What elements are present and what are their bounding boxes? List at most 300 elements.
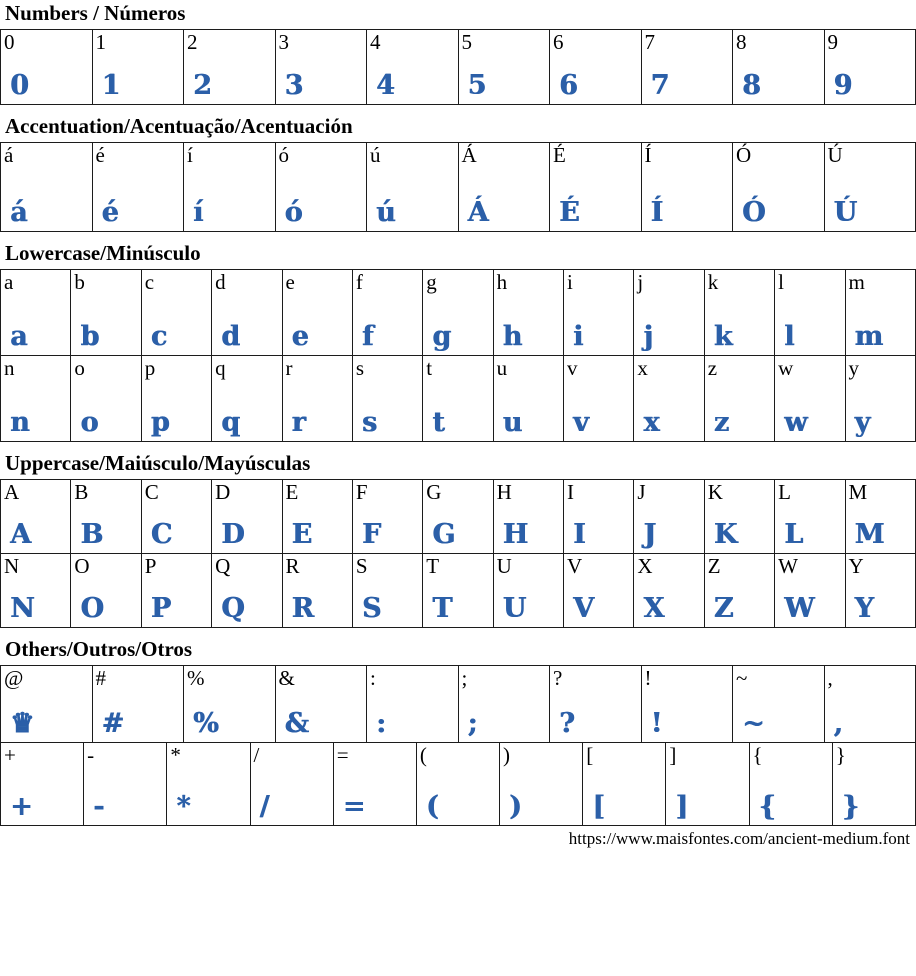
glyph-cell xyxy=(493,480,563,554)
glyph-cell xyxy=(775,356,845,442)
glyph-cell xyxy=(704,270,774,356)
plain-char: - xyxy=(87,743,95,767)
styled-glyph: é xyxy=(101,197,119,228)
plain-char: 2 xyxy=(187,30,198,54)
glyph-cell xyxy=(1,554,71,628)
styled-glyph: 8 xyxy=(742,70,761,101)
styled-glyph: W xyxy=(784,593,815,624)
plain-char: c xyxy=(144,270,155,294)
plain-char: o xyxy=(74,356,85,380)
glyph-cell xyxy=(550,666,642,743)
glyph-cell xyxy=(641,143,733,232)
plain-char: h xyxy=(496,270,508,294)
styled-glyph: ! xyxy=(650,708,663,739)
styled-glyph: k xyxy=(713,321,733,352)
glyph-cell xyxy=(416,743,499,826)
plain-char: J xyxy=(637,480,646,504)
glyph-cell xyxy=(333,743,416,826)
plain-char: } xyxy=(835,743,846,767)
plain-char: u xyxy=(496,356,508,380)
plain-char: é xyxy=(95,143,105,167)
plain-char: # xyxy=(95,666,106,690)
styled-glyph: c xyxy=(150,321,168,352)
styled-glyph: z xyxy=(713,407,730,438)
glyph-cell xyxy=(282,356,352,442)
plain-char: Ú xyxy=(827,143,843,167)
styled-glyph: b xyxy=(80,321,100,352)
plain-char: 7 xyxy=(644,30,655,54)
section-title-numbers: Numbers / Números xyxy=(5,1,186,25)
glyph-cell xyxy=(1,30,93,105)
plain-char: Z xyxy=(707,554,721,578)
plain-char: A xyxy=(4,480,20,504)
glyph-cell xyxy=(704,554,774,628)
plain-char: V xyxy=(567,554,583,578)
glyph-cell xyxy=(141,270,211,356)
glyph-cell xyxy=(423,554,493,628)
glyph-cell xyxy=(733,143,825,232)
styled-glyph: Q xyxy=(221,593,245,624)
styled-glyph: H xyxy=(502,519,529,550)
plain-char: É xyxy=(553,143,566,167)
glyph-cell xyxy=(775,554,845,628)
styled-glyph: V xyxy=(573,593,594,624)
plain-char: ~ xyxy=(736,666,748,690)
styled-glyph: n xyxy=(10,407,30,438)
plain-char: j xyxy=(637,270,644,294)
glyph-table-lowercase-row2 xyxy=(0,355,916,442)
glyph-cell xyxy=(832,743,915,826)
styled-glyph: Í xyxy=(650,197,664,228)
glyph-cell xyxy=(367,143,459,232)
plain-char: E xyxy=(285,480,299,504)
glyph-cell xyxy=(352,356,422,442)
plain-char: * xyxy=(170,743,181,767)
plain-char: S xyxy=(355,554,368,578)
styled-glyph: E xyxy=(291,519,313,550)
glyph-cell xyxy=(141,356,211,442)
glyph-cell xyxy=(634,554,704,628)
plain-char: B xyxy=(74,480,89,504)
glyph-cell xyxy=(71,480,141,554)
glyph-cell xyxy=(824,30,916,105)
styled-glyph: q xyxy=(221,407,241,438)
styled-glyph: ( xyxy=(425,791,439,822)
glyph-cell xyxy=(212,270,282,356)
styled-glyph: P xyxy=(150,593,172,624)
plain-char: e xyxy=(285,270,295,294)
plain-char: w xyxy=(778,356,794,380)
plain-char: v xyxy=(567,356,578,380)
glyph-cell xyxy=(458,143,550,232)
styled-glyph: É xyxy=(559,197,580,228)
styled-glyph: v xyxy=(573,407,589,438)
styled-glyph: l xyxy=(784,321,795,352)
plain-char: : xyxy=(370,666,376,690)
styled-glyph: { xyxy=(758,791,776,822)
plain-char: b xyxy=(74,270,85,294)
plain-char: á xyxy=(4,143,14,167)
plain-char: O xyxy=(74,554,90,578)
glyph-cell xyxy=(634,480,704,554)
styled-glyph: T xyxy=(432,593,453,624)
styled-glyph: m xyxy=(854,321,884,352)
plain-char: L xyxy=(778,480,791,504)
glyph-cell xyxy=(352,270,422,356)
styled-glyph: Y xyxy=(854,593,874,624)
styled-glyph: ó xyxy=(284,197,303,228)
plain-char: s xyxy=(355,356,365,380)
glyph-cell xyxy=(775,480,845,554)
plain-char: W xyxy=(778,554,798,578)
styled-glyph: R xyxy=(291,593,314,624)
styled-glyph: [ xyxy=(592,791,605,822)
styled-glyph: : xyxy=(376,708,386,739)
glyph-cell xyxy=(733,666,825,743)
glyph-cell xyxy=(282,270,352,356)
plain-char: 6 xyxy=(553,30,564,54)
styled-glyph: ) xyxy=(509,791,522,822)
plain-char: q xyxy=(215,356,226,380)
glyph-table-accents-row1 xyxy=(0,142,916,232)
plain-char: ( xyxy=(419,743,427,767)
glyph-cell xyxy=(184,143,276,232)
glyph-cell xyxy=(824,143,916,232)
glyph-cell xyxy=(1,356,71,442)
styled-glyph: / xyxy=(259,791,270,822)
section-title-uppercase: Uppercase/Maiúsculo/Mayúsculas xyxy=(5,451,311,475)
plain-char: i xyxy=(567,270,573,294)
plain-char: M xyxy=(848,480,868,504)
plain-char: P xyxy=(144,554,157,578)
plain-char: @ xyxy=(4,666,24,690)
styled-glyph: * xyxy=(176,791,191,822)
glyph-cell xyxy=(641,666,733,743)
plain-char: p xyxy=(144,356,156,380)
glyph-cell xyxy=(634,356,704,442)
styled-glyph: 7 xyxy=(650,70,670,101)
styled-glyph: i xyxy=(573,321,584,352)
plain-char: , xyxy=(827,666,833,690)
styled-glyph: # xyxy=(101,708,125,739)
glyph-cell xyxy=(84,743,167,826)
glyph-cell xyxy=(458,30,550,105)
plain-char: í xyxy=(187,143,193,167)
glyph-cell xyxy=(212,356,282,442)
styled-glyph: h xyxy=(502,321,523,352)
styled-glyph: B xyxy=(80,519,104,550)
glyph-cell xyxy=(704,356,774,442)
styled-glyph: % xyxy=(193,708,219,739)
glyph-cell xyxy=(352,480,422,554)
styled-glyph: e xyxy=(291,321,309,352)
styled-glyph: Ó xyxy=(742,197,766,228)
styled-glyph: 0 xyxy=(10,70,29,101)
glyph-cell xyxy=(184,30,276,105)
plain-char: N xyxy=(4,554,20,578)
glyph-cell xyxy=(666,743,749,826)
glyph-cell xyxy=(71,270,141,356)
glyph-cell xyxy=(824,666,916,743)
glyph-cell xyxy=(423,356,493,442)
styled-glyph: G xyxy=(432,519,456,550)
styled-glyph: A xyxy=(10,519,31,550)
styled-glyph: + xyxy=(10,791,33,822)
styled-glyph: o xyxy=(80,407,99,438)
glyph-cell xyxy=(250,743,333,826)
plain-char: a xyxy=(4,270,14,294)
styled-glyph: } xyxy=(841,791,860,822)
styled-glyph: ] xyxy=(675,791,689,822)
glyph-cell xyxy=(282,480,352,554)
plain-char: % xyxy=(187,666,205,690)
styled-glyph: j xyxy=(643,321,654,352)
glyph-table-others-row2 xyxy=(0,742,916,826)
styled-glyph: f xyxy=(361,321,374,352)
glyph-cell xyxy=(550,30,642,105)
font-specimen-page xyxy=(0,1,916,976)
styled-glyph: ~ xyxy=(742,708,765,739)
glyph-cell xyxy=(423,480,493,554)
plain-char: & xyxy=(278,666,295,690)
plain-char: ] xyxy=(669,743,677,767)
section-accentuation xyxy=(0,114,916,232)
crown-icon: ♛ xyxy=(10,708,35,739)
plain-char: d xyxy=(215,270,226,294)
source-url[interactable]: https://www.maisfontes.com/ancient-medium.font xyxy=(568,829,910,848)
styled-glyph: w xyxy=(784,407,808,438)
plain-char: D xyxy=(215,480,231,504)
glyph-cell xyxy=(423,270,493,356)
plain-char: I xyxy=(567,480,574,504)
plain-char: m xyxy=(848,270,865,294)
glyph-cell xyxy=(583,743,666,826)
glyph-cell xyxy=(1,270,71,356)
glyph-cell xyxy=(564,270,634,356)
section-lowercase xyxy=(0,241,916,442)
plain-char: Q xyxy=(215,554,231,578)
plain-char: 1 xyxy=(95,30,106,54)
styled-glyph: r xyxy=(291,407,306,438)
glyph-cell xyxy=(275,666,367,743)
styled-glyph: F xyxy=(361,519,382,550)
glyph-cell xyxy=(564,554,634,628)
glyph-table-uppercase-row1 xyxy=(0,479,916,554)
plain-char: T xyxy=(426,554,440,578)
plain-char: C xyxy=(144,480,159,504)
glyph-cell xyxy=(845,270,916,356)
glyph-cell xyxy=(212,480,282,554)
glyph-cell xyxy=(1,743,84,826)
glyph-cell xyxy=(775,270,845,356)
glyph-cell xyxy=(493,356,563,442)
styled-glyph: L xyxy=(784,519,804,550)
plain-char: 0 xyxy=(4,30,15,54)
styled-glyph: & xyxy=(284,708,309,739)
glyph-cell xyxy=(564,356,634,442)
section-numbers xyxy=(0,1,916,105)
glyph-cell xyxy=(641,30,733,105)
plain-char: ? xyxy=(553,666,563,690)
plain-char: [ xyxy=(586,743,594,767)
plain-char: U xyxy=(496,554,512,578)
styled-glyph: t xyxy=(432,407,445,438)
styled-glyph: S xyxy=(361,593,382,624)
plain-char: n xyxy=(4,356,15,380)
glyph-cell xyxy=(500,743,583,826)
styled-glyph: ? xyxy=(559,708,575,739)
plain-char: G xyxy=(426,480,442,504)
glyph-cell xyxy=(550,143,642,232)
styled-glyph: - xyxy=(93,791,105,822)
styled-glyph: 4 xyxy=(376,70,395,101)
styled-glyph: O xyxy=(80,593,104,624)
styled-glyph: 9 xyxy=(833,70,853,101)
glyph-cell xyxy=(845,480,916,554)
glyph-cell xyxy=(634,270,704,356)
glyph-cell xyxy=(275,30,367,105)
plain-char: 3 xyxy=(278,30,289,54)
glyph-cell xyxy=(367,666,459,743)
glyph-cell xyxy=(167,743,250,826)
glyph-cell xyxy=(367,30,459,105)
plain-char: 5 xyxy=(461,30,472,54)
styled-glyph: g xyxy=(432,321,452,352)
plain-char: z xyxy=(707,356,718,380)
glyph-table-uppercase-row2 xyxy=(0,553,916,628)
plain-char: ú xyxy=(370,143,381,167)
styled-glyph: Á xyxy=(467,197,489,228)
glyph-cell xyxy=(92,30,184,105)
glyph-cell xyxy=(352,554,422,628)
plain-char: g xyxy=(426,270,437,294)
styled-glyph: J xyxy=(643,519,657,550)
styled-glyph: X xyxy=(643,593,665,624)
styled-glyph: á xyxy=(10,197,28,228)
glyph-cell xyxy=(704,480,774,554)
plain-char: Ó xyxy=(736,143,752,167)
styled-glyph: x xyxy=(643,407,660,438)
styled-glyph: 6 xyxy=(559,70,578,101)
styled-glyph: U xyxy=(502,593,527,624)
plain-char: 8 xyxy=(736,30,747,54)
section-title-lowercase: Lowercase/Minúsculo xyxy=(5,241,201,265)
styled-glyph: Ú xyxy=(833,197,858,228)
styled-glyph: , xyxy=(833,708,843,739)
plain-char: = xyxy=(336,743,349,767)
glyph-cell xyxy=(493,554,563,628)
plain-char: ! xyxy=(644,666,652,690)
plain-char: X xyxy=(637,554,653,578)
styled-glyph: ú xyxy=(376,197,396,228)
glyph-cell xyxy=(845,356,916,442)
styled-glyph: y xyxy=(854,407,871,438)
glyph-cell xyxy=(845,554,916,628)
plain-char: R xyxy=(285,554,300,578)
plain-char: x xyxy=(637,356,648,380)
styled-glyph: p xyxy=(150,407,170,438)
glyph-cell xyxy=(1,480,71,554)
glyph-cell xyxy=(458,666,550,743)
plain-char: K xyxy=(707,480,723,504)
plain-char: r xyxy=(285,356,293,380)
styled-glyph: C xyxy=(150,519,173,550)
styled-glyph: u xyxy=(502,407,523,438)
glyph-cell xyxy=(275,143,367,232)
page-footer xyxy=(0,826,916,849)
styled-glyph: 1 xyxy=(101,70,121,101)
plain-char: k xyxy=(707,270,719,294)
plain-char: f xyxy=(355,270,363,294)
glyph-table-numbers-row1 xyxy=(0,29,916,105)
plain-char: ) xyxy=(503,743,511,767)
plain-char: l xyxy=(778,270,784,294)
plain-char: 4 xyxy=(370,30,381,54)
glyph-cell xyxy=(282,554,352,628)
plain-char: ó xyxy=(278,143,289,167)
styled-glyph: = xyxy=(342,791,366,822)
plain-char: Í xyxy=(644,143,652,167)
section-title-accentuation: Accentuation/Acentuação/Acentuación xyxy=(5,114,353,138)
glyph-cell xyxy=(184,666,276,743)
glyph-cell xyxy=(212,554,282,628)
styled-glyph: M xyxy=(854,519,885,550)
glyph-cell xyxy=(92,143,184,232)
styled-glyph: s xyxy=(361,407,378,438)
glyph-cell xyxy=(71,554,141,628)
styled-glyph: I xyxy=(573,519,586,550)
styled-glyph: d xyxy=(221,321,241,352)
styled-glyph: 5 xyxy=(467,70,487,101)
styled-glyph: Z xyxy=(713,593,734,624)
plain-char: y xyxy=(848,356,859,380)
plain-char: Y xyxy=(848,554,864,578)
glyph-cell xyxy=(749,743,832,826)
glyph-cell xyxy=(1,143,93,232)
plain-char: 9 xyxy=(827,30,838,54)
styled-glyph: 2 xyxy=(193,70,212,101)
section-uppercase xyxy=(0,451,916,628)
plain-char: ; xyxy=(461,666,468,690)
glyph-cell xyxy=(141,554,211,628)
plain-char: F xyxy=(355,480,368,504)
styled-glyph: ; xyxy=(467,708,478,739)
styled-glyph: a xyxy=(10,321,28,352)
styled-glyph: N xyxy=(10,593,35,624)
styled-glyph: D xyxy=(221,519,245,550)
glyph-cell xyxy=(141,480,211,554)
glyph-table-others-row1 xyxy=(0,665,916,743)
glyph-table-lowercase-row1 xyxy=(0,269,916,356)
plain-char: t xyxy=(426,356,433,380)
plain-char: { xyxy=(752,743,763,767)
glyph-cell xyxy=(493,270,563,356)
glyph-cell xyxy=(71,356,141,442)
glyph-cell xyxy=(564,480,634,554)
glyph-cell xyxy=(92,666,184,743)
section-title-others: Others/Outros/Otros xyxy=(5,637,193,661)
plain-char: / xyxy=(253,743,260,767)
plain-char: Á xyxy=(461,143,477,167)
glyph-cell xyxy=(733,30,825,105)
styled-glyph: í xyxy=(193,197,204,228)
plain-char: + xyxy=(4,743,16,767)
plain-char: H xyxy=(496,480,512,504)
glyph-cell xyxy=(1,666,93,743)
styled-glyph: 3 xyxy=(284,70,304,101)
section-others xyxy=(0,637,916,826)
styled-glyph: K xyxy=(713,519,738,550)
